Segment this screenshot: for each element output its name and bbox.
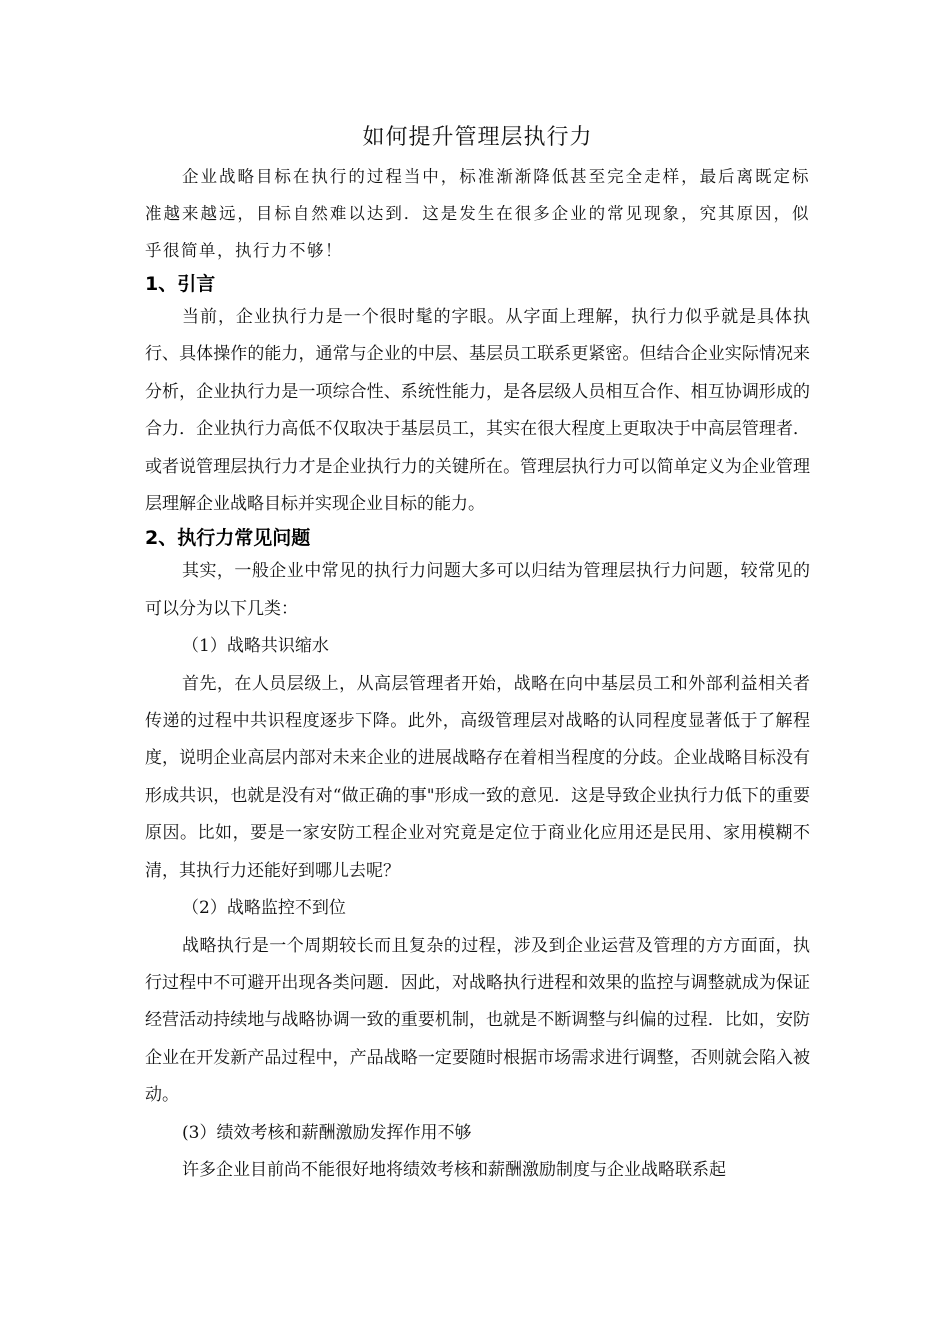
subheading-strategy-monitoring: （2）战略监控不到位 bbox=[182, 898, 346, 919]
section-heading-introduction: 1、引言 bbox=[145, 273, 216, 295]
subheading-strategy-consensus: （1）战略共识缩水 bbox=[182, 636, 329, 657]
section-heading-common-problems: 2、执行力常见问题 bbox=[145, 527, 311, 550]
subheading-performance-incentives: (3）绩效考核和薪酬激励发挥作用不够 bbox=[182, 1122, 472, 1143]
section-paragraph-introduction: 当前，企业执行力是一个很时髦的字眼。从字面上理解，执行力似乎就是具体执行、具体操作的能力，通常与企业的中层、基层员工联系更紧密。但结合企业实际情况来分析，企业执行力是一项综合性、系统性能力，是各层级人员相互合作、相互协调形成的合力．企业执行力高低不仅取决于基层员工，其实在很大程度上更取决于中高层管理者．或者说管理层执行力才是企业执行力的关键所在。管理层执行力可以简单定义为企业管理层理解企业战略目标并实现企业目标的能力。 bbox=[145, 307, 810, 515]
document-body bbox=[145, 118, 810, 1189]
section-paragraph-common-problems: 其实，一般企业中常见的执行力问题大多可以归结为管理层执行力问题，较常见的可以分为以下几类： bbox=[145, 561, 810, 619]
page-title: 如何提升管理层执行力 bbox=[362, 125, 593, 150]
paragraph-strategy-consensus: 首先，在人员层级上，从高层管理者开始，战略在向中基层员工和外部利益相关者传递的过程中共识程度逐步下降。此外，高级管理层对战略的认同程度显著低于了解程度，说明企业高层内部对未来企业的进展战略存在着相当程度的分歧。企业战略目标没有形成共识，也就是没有对“做正确的事"形成一致的意见．这是导致企业执行力低下的重要原因。比如，要是一家安防工程企业对究竟是定位于商业化应用还是民用、家用模糊不清，其执行力还能好到哪儿去呢？ bbox=[145, 673, 810, 881]
intro-paragraph: 企业战略目标在执行的过程当中，标准渐渐降低甚至完全走样，最后离既定标准越来越远，目标自然难以达到．这是发生在很多企业的常见现象，究其原因，似乎很简单，执行力不够！ bbox=[145, 167, 810, 260]
paragraph-performance-incentives: 许多企业目前尚不能很好地将绩效考核和薪酬激励制度与企业战略联系起 bbox=[182, 1159, 726, 1180]
paragraph-strategy-monitoring: 战略执行是一个周期较长而且复杂的过程，涉及到企业运营及管理的方方面面，执行过程中不可避开出现各类问题．因此，对战略执行进程和效果的监控与调整就成为保证经营活动持续地与战略协调一致的重要机制，也就是不断调整与纠偏的过程．比如，安防企业在开发新产品过程中，产品战略一定要随时根据市场需求进行调整，否则就会陷入被动。 bbox=[145, 935, 810, 1106]
